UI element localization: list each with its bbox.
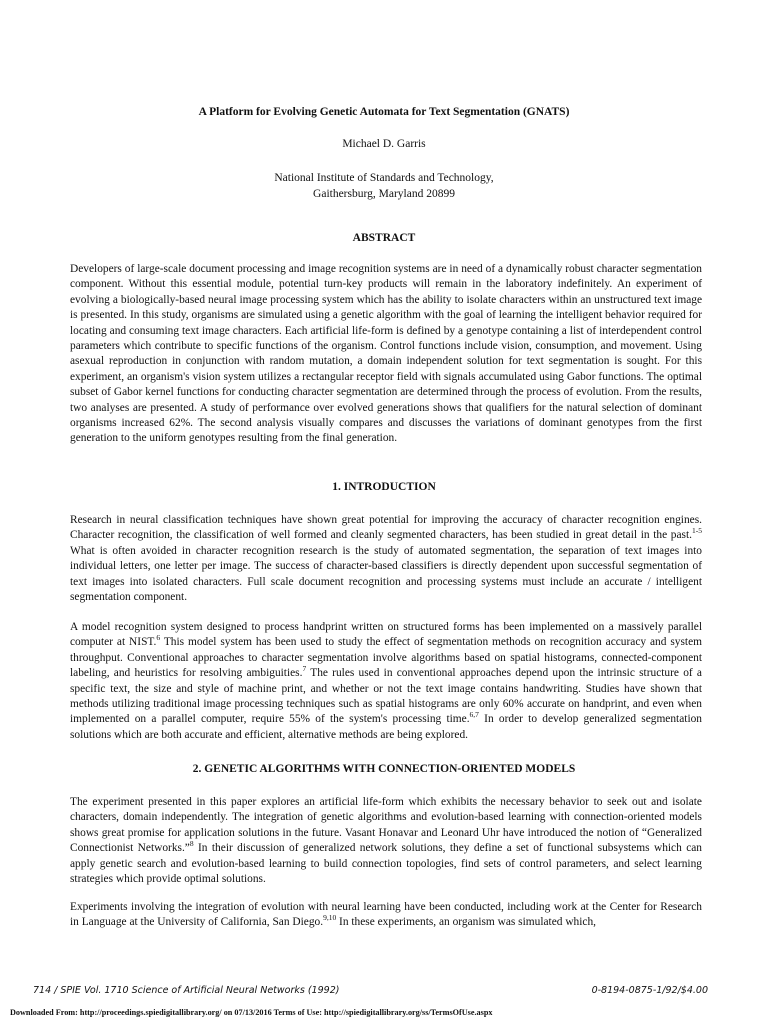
section-2-heading: 2. GENETIC ALGORITHMS WITH CONNECTION-ORIENTED MODELS bbox=[192, 763, 576, 775]
citation: 7 bbox=[302, 664, 307, 674]
citation: 1-5 bbox=[692, 526, 702, 536]
section-2-paragraph-1: The experiment presented in this paper explores an artificial life-form which exhibits the necessary behavior to seek out and isolate characters, domain independently. The integration of genetic algorithms and evolution-based learning with connection-oriented models shows great promise for application solutions in the future. Vasant Honavar and Leonard Uhr have introduced the notion of “Generalized Connectionist Networks.”$^8$ In their discussion of generalized network solutions, they define a set of functional subsystems which can apply genetic search and evolution-based learning to build connection topologies, find sets of control parameters, and select learning strategies which provide optimal solutions. bbox=[70, 796, 702, 886]
affiliation bbox=[0, 170, 768, 202]
citation: 6 bbox=[156, 633, 161, 643]
citation: 6,7 bbox=[469, 710, 479, 720]
section-2-paragraph-2: Experiments involving the integration of evolution with neural learning have been conducted, including work at the Center for Research in Language at the University of California, San Diego.$^{9,10}$ In these experiments, an organism was simulated which, bbox=[70, 901, 702, 929]
citation: 8 bbox=[189, 839, 194, 849]
section-1-paragraph-2: A model recognition system designed to process handprint written on structured forms has been implemented on a massively parallel computer at NIST.$^6$ This model system has been used to study the effect of segmentation methods on recognition accuracy and system throughput. Conventional approaches to character segmentation involve algorithms based on spatial histograms, connected-component labeling, and heuristics for resolving ambiguities.$^7$ The rules used in conventional approaches depend upon the intrinsic structure of a specific text, the size and style of machine print, and whether or not the text image contains handwriting. Studies have shown that methods utilizing traditional image processing techniques such as spatial histograms are only 60% accurate on handprint, and even when implemented on a parallel computer, require 55% of the system's processing time.$^{6,7}$ In order to develop generalized segmentation solutions which are both accurate and efficient, alternative methods are being explored. bbox=[70, 621, 703, 741]
citation: 9,10 bbox=[323, 913, 337, 923]
footer-isbn: 0-8194-0875-1/92/$4.00 bbox=[591, 985, 708, 996]
paper-title: A Platform for Evolving Genetic Automata for Text Segmentation (GNATS) bbox=[198, 106, 570, 118]
author-name: Michael D. Garris bbox=[342, 138, 426, 150]
section-1-heading: 1. INTRODUCTION bbox=[332, 481, 436, 493]
affiliation-line-1: National Institute of Standards and Technology, bbox=[274, 172, 494, 184]
section-1-paragraph-1: Research in neural classification techniques have shown great potential for improving the accuracy of character recognition engines. Character recognition, the classification of well formed and cleanly segmented characters, has been studied in great detail in the past.$^{1-5}$ What is often avoided in character recognition research is the study of automated segmentation, the separation of text images into individual letters, one letter per image. The success of character-based classifiers is directly dependent upon successful segmentation of text images into isolated characters. Full scale document recognition and processing systems must include an accurate / intelligent segmentation component. bbox=[70, 514, 702, 604]
abstract-text: Developers of large-scale document processing and image recognition systems are in need of a dynamically robust character segmentation component. Without this essential module, potential turn-key products will remain in the laboratory indefinitely. An experiment of evolving a biologically-based neural image processing system which has the ability to isolate characters within an unstructured text image is presented. In this study, organisms are simulated using a genetic algorithm with the goal of learning the intelligent behavior required for locating and consuming text image characters. Each artificial life-form is defined by a genotype containing a list of interdependent control parameters which contribute to specific functions of the organism. Control functions include vision, consumption, and movement. Using asexual reproduction in conjunction with random mutation, a domain independent solution for text segmentation is sought. For this experiment, an organism's vision system utilizes a rectangular receptor field with signals accumulated using Gabor functions. The optimal subset of Gabor kernel functions for conducting character segmentation are determined through the process of evolution. From the results, two analyses are presented. A study of performance over evolved generations shows that qualifiers for the natural selection of dominant organisms increased 62%. The second analysis visually compares and discusses the variations of dominant genotypes from the first generation to the uniform genotypes resulting from the final generation. bbox=[70, 263, 702, 445]
abstract-heading: ABSTRACT bbox=[352, 232, 416, 244]
footer-citation: 714 / SPIE Vol. 1710 Science of Artificial Neural Networks (1992) bbox=[33, 985, 340, 996]
affiliation-line-2: Gaithersburg, Maryland 20899 bbox=[313, 188, 455, 200]
download-notice: Downloaded From: http://proceedings.spiedigitallibrary.org/ on 07/13/2016 Terms of Use: http://spiedigitallibrary.org/ss/TermsOfUse.aspx bbox=[10, 1008, 493, 1017]
